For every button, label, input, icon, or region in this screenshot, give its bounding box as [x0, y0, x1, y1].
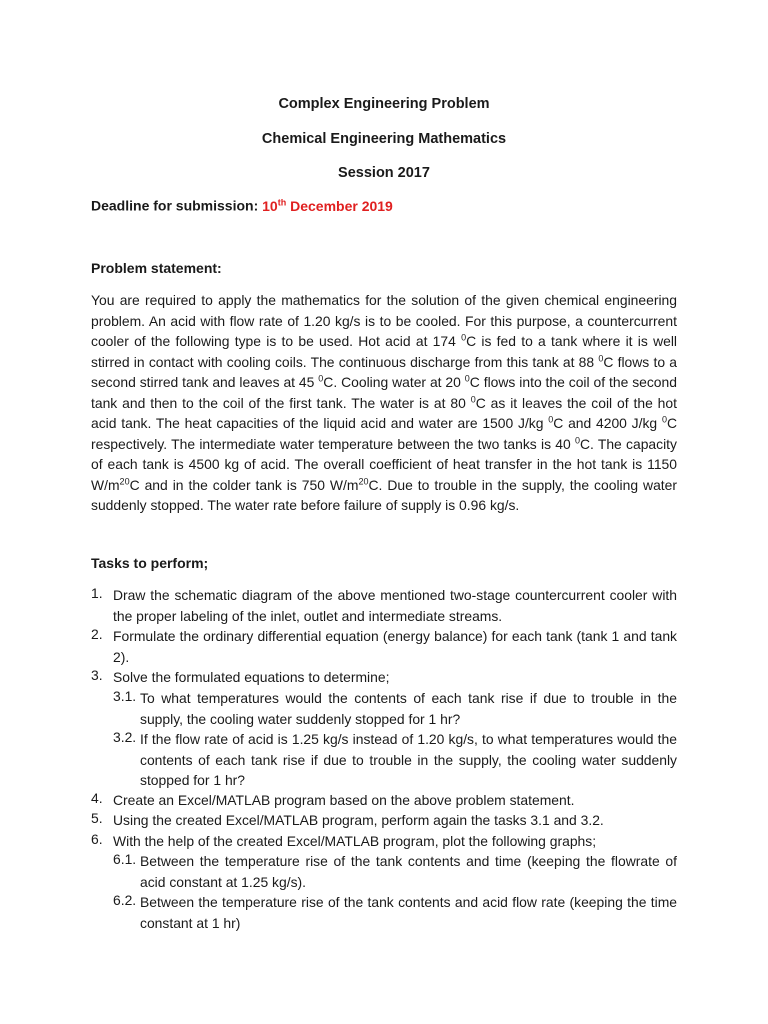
task-item: With the help of the created Excel/MATLAB program, plot the following graphs; [113, 833, 597, 849]
subtask-number: 3.1. [113, 688, 137, 704]
subtask-item: Between the temperature rise of the tank contents and time (keeping the flowrate of acid constant at 1.25 kg/s). [140, 853, 677, 890]
subtask-number: 6.2. [113, 892, 137, 908]
document-title: Complex Engineering Problem [278, 96, 490, 112]
deadline-label: Deadline for submission: [91, 197, 259, 214]
task-number: 2. [91, 626, 103, 642]
task-item: Using the created Excel/MATLAB program, perform again the tasks 3.1 and 3.2. [113, 812, 604, 828]
course-title: Chemical Engineering Mathematics [261, 131, 507, 147]
deadline-date [262, 198, 393, 214]
deadline-day: 10 [262, 197, 278, 214]
deadline-day-suffix: th [277, 197, 287, 207]
subtask-item: To what temperatures would the contents of each tank rise if due to trouble in the supply, the cooling water suddenly stopped for 1 hr? [140, 690, 677, 727]
task-number: 4. [91, 790, 103, 806]
deadline-line [91, 197, 393, 214]
task-number: 1. [91, 585, 103, 601]
problem-statement: You are required to apply the mathematics for the solution of the given chemical engineering problem. An acid with flow rate of 1.20 kg/s is to be cooled. For this purpose, a countercurrent cooler of the following type is to be used. Hot acid at 174 $^0$C is fed to a tank where it is well stirred in contact with cooling coils. The continuous discharge from this tank at 88 $^0$C flows to a second stirred tank and leaves at 45 $^0$C. Cooling water at 20 $^0$C flows into the coil of the second tank and then to the coil of the first tank. The water is at 80 $^0$C as it leaves the coil of the hot acid tank. The heat capacities of the liquid acid and water are 1500 J/kg $^0$C and 4200 J/kg $^0$C respectively. The intermediate water temperature between the two tanks is 40 $^0$C. The capacity of each tank is 4500 kg of acid. The overall coefficient of heat transfer in the hot tank is 1150 $W/m^{20}C$ and in the colder tank is 750 $W/m^{20}C$. Due to trouble in the supply, the cooling water suddenly stopped. The water rate before failure of supply is 0.96 kg/s. [91, 292, 678, 513]
subtask-item: If the flow rate of acid is 1.25 kg/s instead of 1.20 kg/s, to what temperatures would the contents of each tank rise if due to trouble in the supply, the cooling water suddenly stopped for 1 hr? [140, 731, 677, 788]
subtask-number: 6.1. [113, 851, 137, 867]
session-title: Session 2017 [338, 165, 430, 181]
task-number: 3. [91, 667, 103, 683]
task-item: Solve the formulated equations to determine; [113, 669, 390, 685]
task-item: Draw the schematic diagram of the above mentioned two-stage countercurrent cooler with the proper labeling of the inlet, outlet and intermediate streams. [113, 587, 677, 624]
deadline-month-year: December 2019 [290, 197, 393, 214]
subtask-number: 3.2. [113, 729, 137, 745]
tasks-heading: Tasks to perform; [91, 555, 209, 571]
task-item: Formulate the ordinary differential equation (energy balance) for each tank (tank 1 and tank 2). [113, 628, 677, 665]
subtask-item: Between the temperature rise of the tank contents and acid flow rate (keeping the time constant at 1 hr) [140, 894, 677, 931]
task-item: Create an Excel/MATLAB program based on the above problem statement. [113, 792, 575, 808]
task-number: 5. [91, 810, 103, 826]
task-number: 6. [91, 831, 103, 847]
problem-heading: Problem statement: [91, 260, 222, 276]
